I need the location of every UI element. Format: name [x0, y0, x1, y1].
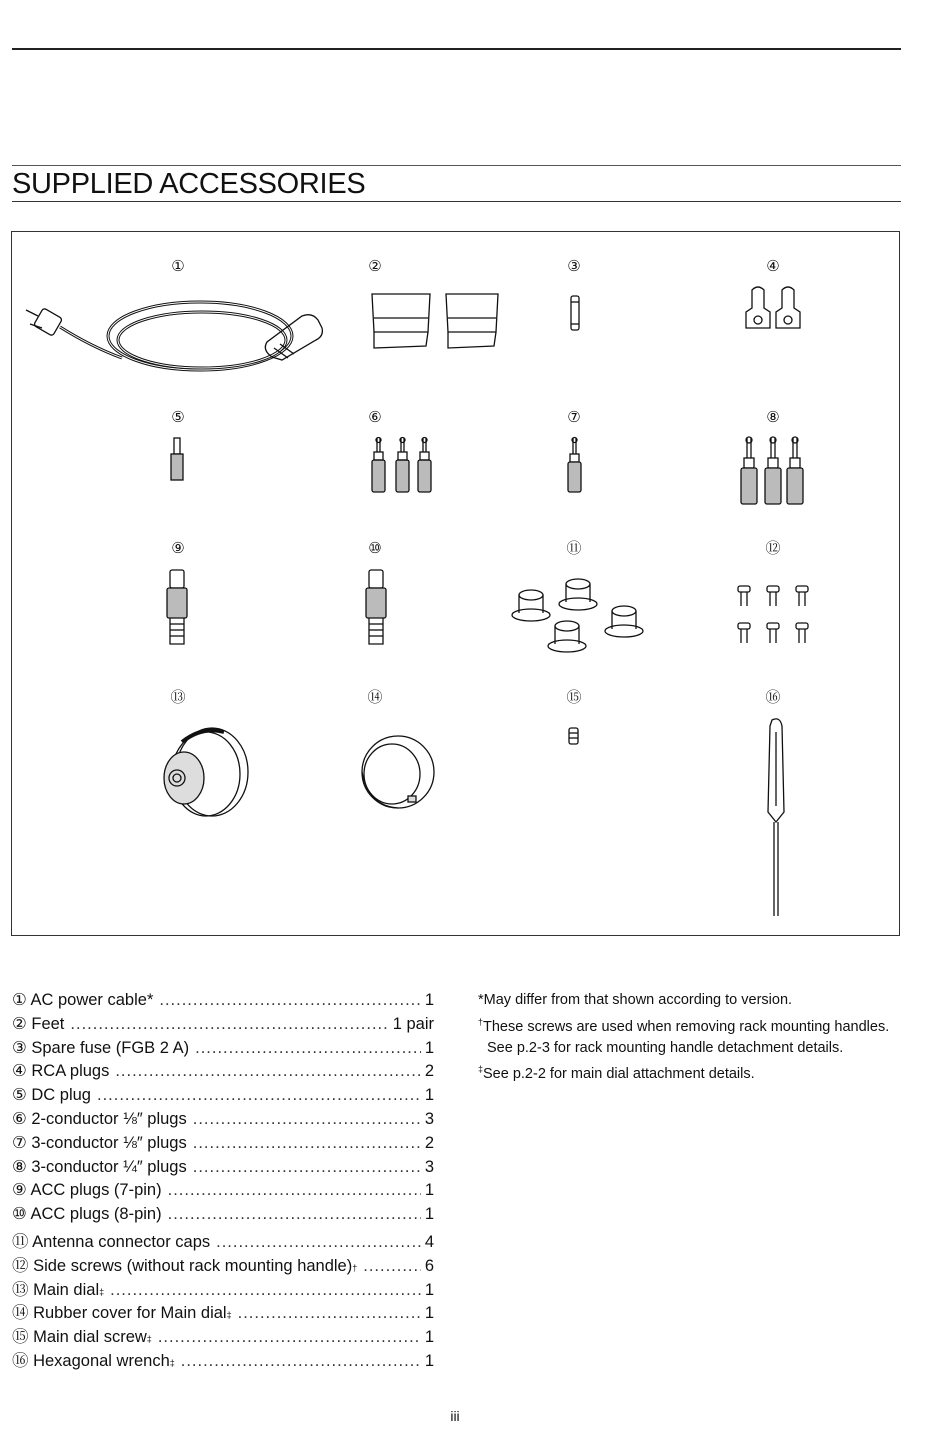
item-number-13: ⑬ — [170, 688, 186, 706]
item-number-7: ⑦ — [567, 408, 581, 426]
accessory-quantity: 4 — [424, 1232, 434, 1251]
page-title: SUPPLIED ACCESSORIES — [12, 168, 366, 200]
accessory-label: ② Feet — [12, 1014, 65, 1033]
accessory-label: ⑦ 3-conductor ⅛″ plugs — [12, 1133, 187, 1152]
accessory-quantity: 1 — [424, 1181, 434, 1200]
accessory-quantity: 3 — [424, 1157, 434, 1176]
accessory-row — [12, 1204, 434, 1228]
accessory-row — [12, 1323, 434, 1347]
leader-dots — [70, 1015, 388, 1034]
accessories-list — [12, 990, 434, 1371]
accessory-quantity: 1 — [424, 1304, 434, 1323]
item-number-1: ① — [171, 257, 185, 275]
title-rule-bottom — [12, 201, 901, 202]
accessory-row — [12, 1109, 434, 1133]
item-number-5: ⑤ — [171, 408, 185, 426]
leader-dots — [193, 1134, 421, 1153]
leader-dots — [158, 1328, 421, 1347]
item-number-9: ⑨ — [171, 539, 185, 557]
feet-icon — [372, 294, 498, 348]
accessory-quantity: 2 — [424, 1133, 434, 1152]
item-number-16: ⑯ — [765, 688, 781, 706]
accessory-quantity: 1 — [424, 1205, 434, 1224]
leader-dots — [159, 991, 420, 1010]
accessory-label: ⑫ Side screws (without rack mounting handle) — [12, 1256, 353, 1275]
two-conductor-plugs-icon — [372, 438, 431, 493]
antenna-connector-caps-icon — [512, 579, 643, 652]
accessory-quantity: 6 — [424, 1256, 434, 1275]
footnote-version: *May differ from that shown according to version. — [478, 992, 793, 1008]
leader-dots — [195, 1039, 421, 1058]
item-number-6: ⑥ — [368, 408, 382, 426]
accessory-row — [12, 1180, 434, 1204]
accessory-quantity: 1 — [424, 991, 434, 1009]
leader-dots — [193, 1158, 421, 1177]
footnote-main-dial — [478, 1059, 902, 1085]
footnote-side-screws — [478, 1012, 902, 1060]
accessory-label: ⑤ DC plug — [12, 1086, 91, 1105]
dc-plug-icon — [171, 438, 183, 480]
accessory-label: ④ RCA plugs — [12, 1062, 110, 1081]
accessory-footnote-mark: † — [352, 1262, 358, 1273]
main-dial-screw-icon — [569, 728, 578, 744]
accessory-footnote-mark: ‡ — [146, 1334, 152, 1345]
accessory-quantity: 1 — [424, 1328, 434, 1347]
accessory-row — [12, 1038, 434, 1062]
item-number-12: ⑫ — [765, 539, 781, 557]
footnote-mark-dagger: † — [478, 1016, 484, 1027]
accessory-row — [12, 1061, 434, 1085]
item-number-10: ⑩ — [368, 539, 382, 557]
footnote-side-screws-text: These screws are used when removing rack mounting handles. See p.2-3 for rack mounting handle detachment details. — [483, 1018, 890, 1056]
accessory-row — [12, 1157, 434, 1181]
leader-dots — [168, 1181, 421, 1200]
accessory-label: ⑯ Hexagonal wrench — [12, 1351, 170, 1370]
accessory-quantity: 1 — [424, 1086, 434, 1105]
footnote-main-dial-text: See p.2-2 for main dial attachment details. — [483, 1066, 755, 1083]
leader-dots — [110, 1281, 421, 1300]
rca-plugs-icon — [746, 287, 800, 328]
acc-plug-7pin-icon — [167, 570, 187, 644]
side-screws-icon — [738, 586, 808, 643]
accessory-row — [12, 1299, 434, 1323]
accessory-label: ⑧ 3-conductor ¼″ plugs — [12, 1157, 187, 1176]
accessory-quantity: 1 — [424, 1351, 434, 1370]
accessory-quantity: 1 pair — [392, 1014, 434, 1033]
accessory-row — [12, 1014, 434, 1038]
rubber-cover-icon — [362, 736, 434, 808]
accessory-row — [12, 1252, 434, 1276]
accessory-quantity: 2 — [424, 1062, 434, 1081]
accessory-quantity: 1 — [424, 1038, 434, 1057]
footnotes — [478, 990, 902, 1086]
ac-power-cable-icon — [26, 302, 322, 370]
accessory-label: ⑨ ACC plugs (7-pin) — [12, 1181, 162, 1200]
page-number: iii — [450, 1408, 460, 1424]
accessory-footnote-mark: ‡ — [226, 1310, 232, 1321]
accessory-footnote-mark: ‡ — [99, 1286, 105, 1297]
accessory-row — [12, 1347, 434, 1371]
accessory-label: ⑪ Antenna connector caps — [12, 1232, 211, 1251]
accessory-row — [12, 1085, 434, 1109]
leader-dots — [168, 1205, 421, 1224]
three-conductor-eighth-plug-icon — [568, 438, 581, 493]
leader-dots — [181, 1352, 421, 1371]
accessory-label: ⑥ 2-conductor ⅛″ plugs — [12, 1109, 187, 1128]
leader-dots — [115, 1062, 420, 1081]
leader-dots — [193, 1110, 421, 1129]
footnote-mark-double-dagger: ‡ — [478, 1064, 484, 1075]
accessory-label: ③ Spare fuse (FGB 2 A) — [12, 1038, 190, 1057]
hexagonal-wrench-icon — [768, 719, 784, 916]
spare-fuse-icon — [571, 296, 579, 330]
acc-plug-8pin-icon — [366, 570, 386, 644]
accessory-label: ① AC power cable* — [12, 991, 154, 1009]
accessory-label: ⑮ Main dial screw — [12, 1328, 147, 1347]
leader-dots — [238, 1304, 421, 1323]
accessory-quantity: 1 — [424, 1280, 434, 1299]
accessories-illustration — [12, 232, 901, 937]
leader-dots — [216, 1233, 421, 1252]
accessory-footnote-mark: ‡ — [169, 1357, 175, 1368]
item-number-11: ⑪ — [566, 539, 582, 557]
item-number-14: ⑭ — [367, 688, 383, 706]
accessory-label: ⑭ Rubber cover for Main dial — [12, 1304, 227, 1323]
item-number-3: ③ — [567, 257, 581, 275]
top-rule — [12, 48, 901, 50]
accessories-figure — [11, 231, 900, 936]
accessory-label: ⑬ Main dial — [12, 1280, 100, 1299]
accessory-label: ⑩ ACC plugs (8-pin) — [12, 1205, 162, 1224]
three-conductor-quarter-plugs-icon — [741, 437, 803, 504]
item-number-15: ⑮ — [566, 688, 582, 706]
main-dial-icon — [164, 728, 248, 816]
accessory-quantity: 3 — [424, 1109, 434, 1128]
leader-dots — [363, 1257, 421, 1276]
item-number-8: ⑧ — [766, 408, 780, 426]
item-number-4: ④ — [766, 257, 780, 275]
accessory-row — [12, 990, 434, 1014]
item-number-2: ② — [368, 257, 382, 275]
accessory-row — [12, 1228, 434, 1252]
accessory-row — [12, 1133, 434, 1157]
accessory-row — [12, 1276, 434, 1300]
leader-dots — [97, 1086, 421, 1105]
